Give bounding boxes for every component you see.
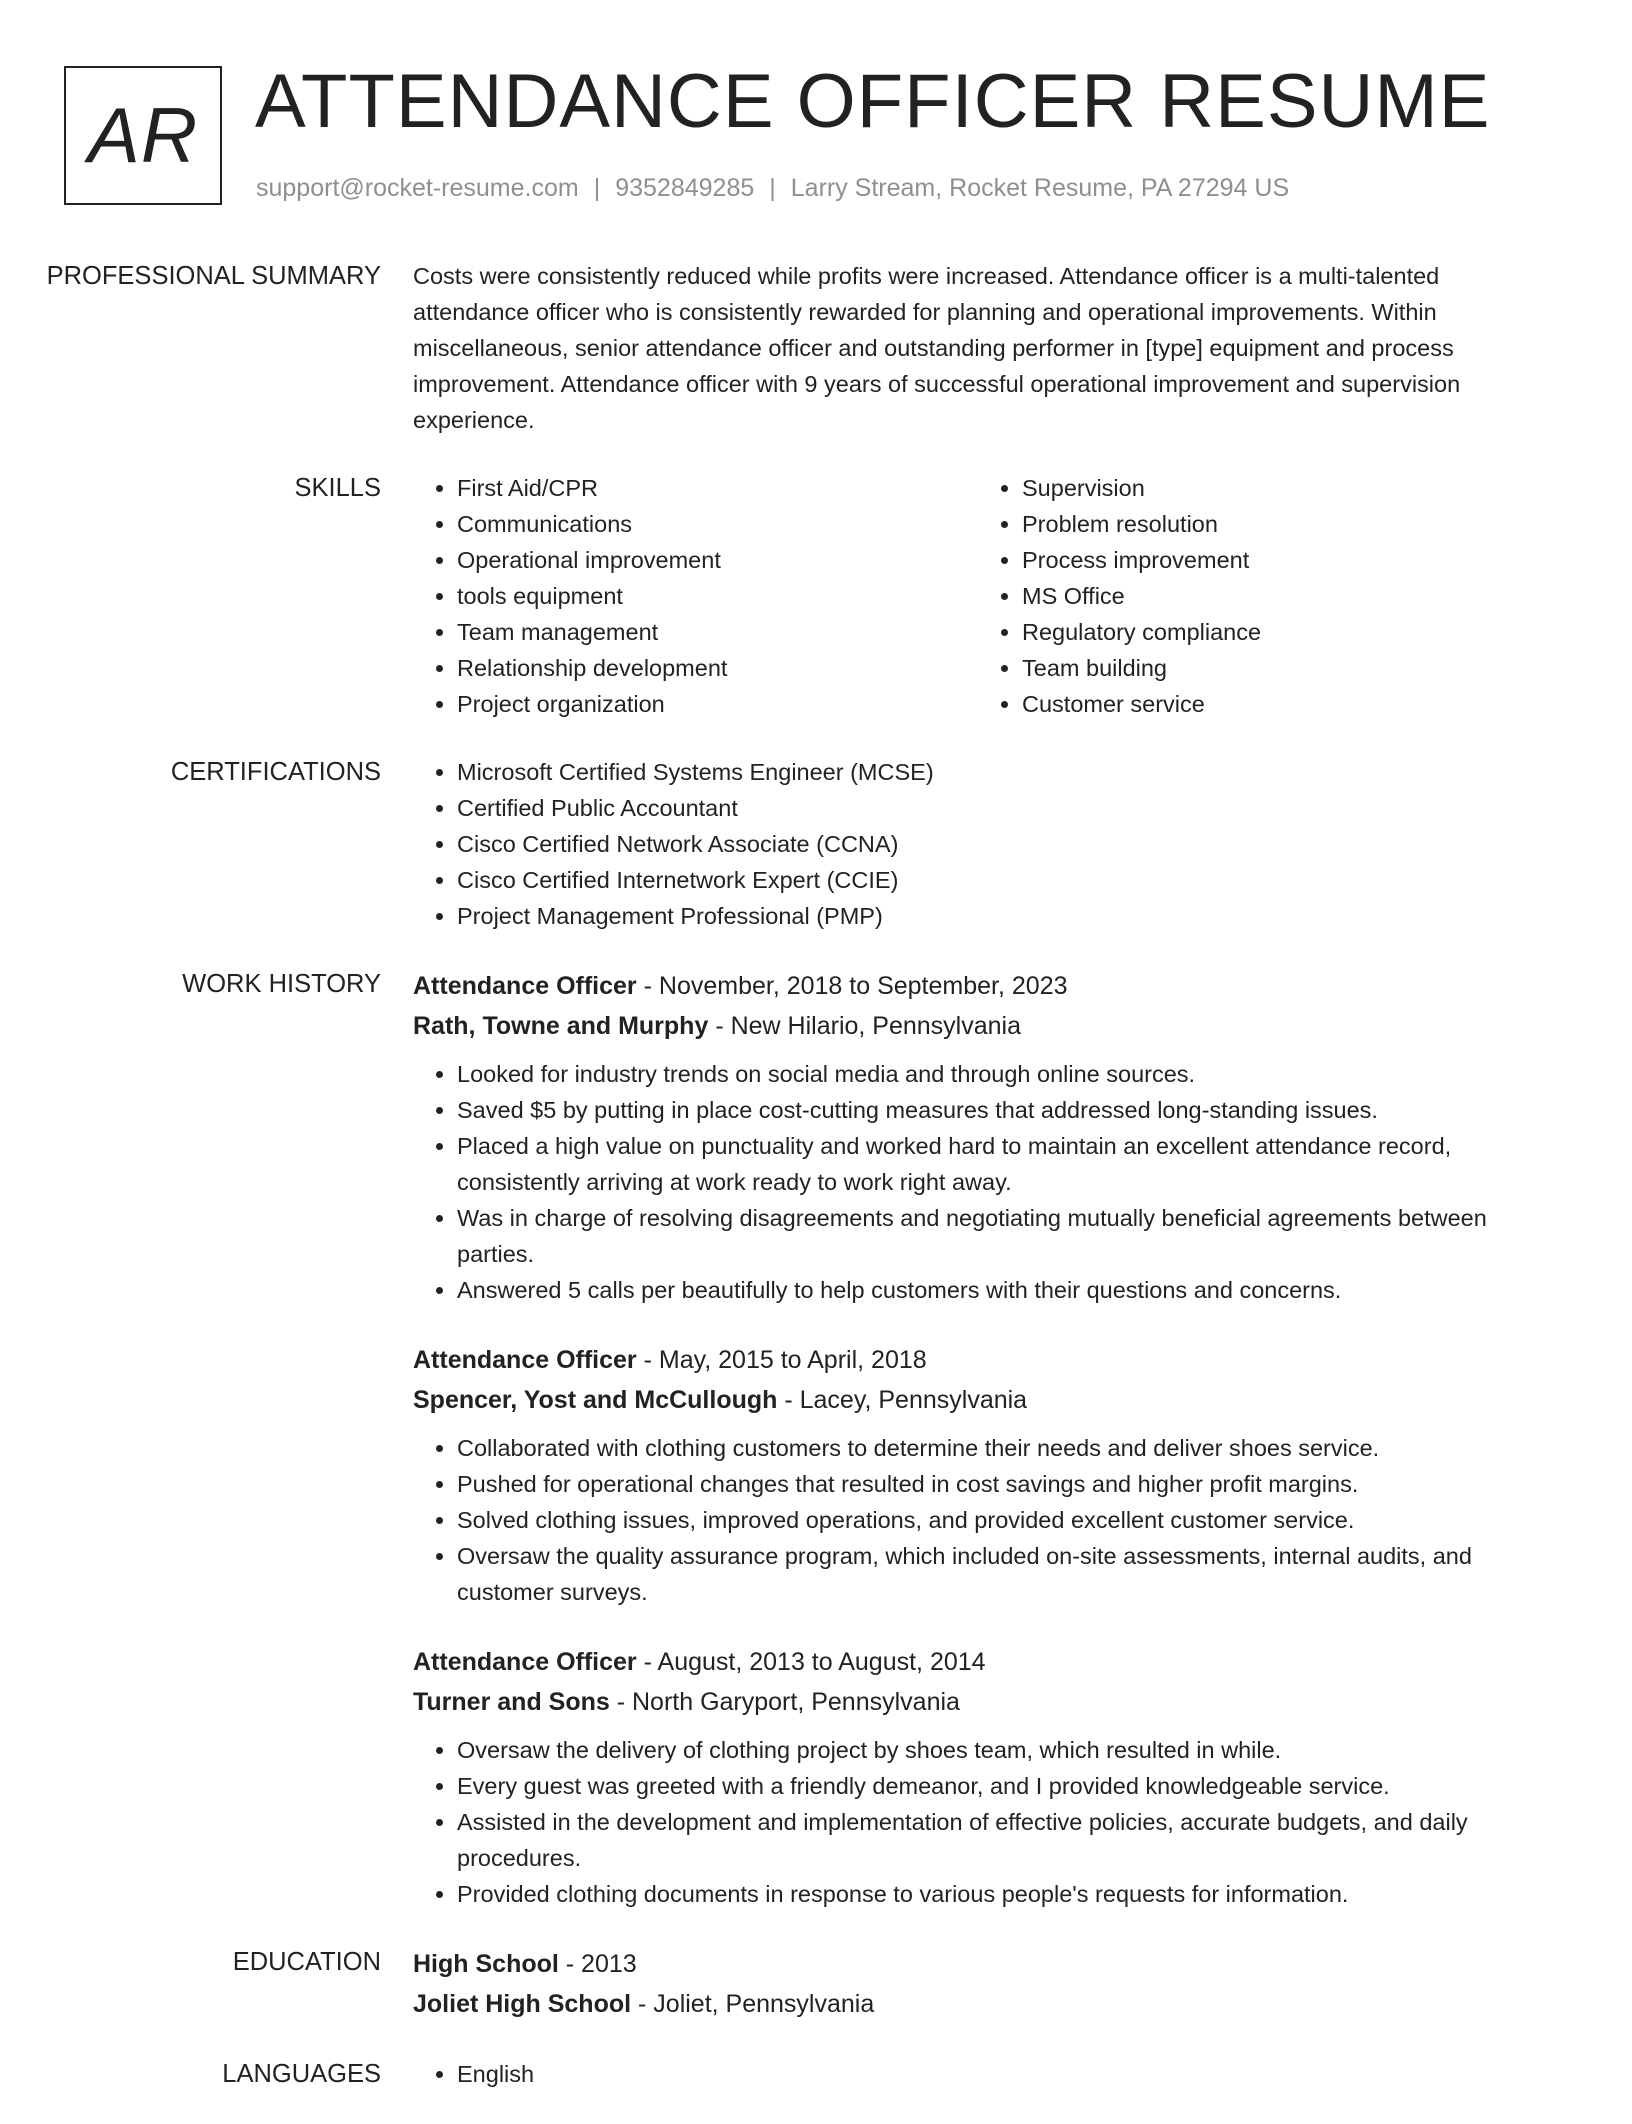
contact-address: Larry Stream, Rocket Resume, PA 27294 US: [790, 174, 1290, 202]
section-label: PROFESSIONAL SUMMARY: [46, 262, 381, 290]
job-title-line: [413, 1340, 1543, 1380]
skill-item: • Regulatory compliance: [1022, 614, 1543, 650]
job-bullets: [413, 1056, 1543, 1308]
section-label: SKILLS: [294, 474, 381, 502]
contact-email: support@rocket-resume.com: [256, 174, 579, 202]
education-section: [0, 1944, 1632, 2024]
certifications-section: [0, 754, 1632, 934]
education-degree-line: [413, 1944, 1543, 1984]
job-location: New Hilario, Pennsylvania: [730, 1012, 1021, 1040]
contact-separator: |: [769, 174, 776, 202]
job-title: Attendance Officer: [413, 972, 637, 1000]
job-bullet: • Looked for industry trends on social media and through online sources.: [457, 1056, 1543, 1092]
skill-item: • Supervision: [1022, 470, 1543, 506]
certification-item: • Cisco Certified Internetwork Expert (CCIE): [457, 862, 1543, 898]
language-item: • English: [457, 2056, 1543, 2092]
section-body: [413, 2056, 1543, 2092]
skill-item: • Team building: [1022, 650, 1543, 686]
summary-section: [0, 258, 1632, 438]
certification-item: • Cisco Certified Network Associate (CCNA): [457, 826, 1543, 862]
skill-item: • First Aid/CPR: [457, 470, 978, 506]
job-title: Attendance Officer: [413, 1648, 637, 1676]
skill-item: • Operational improvement: [457, 542, 978, 578]
skill-item: • Communications: [457, 506, 978, 542]
job-company-line: [413, 1006, 1543, 1046]
certification-item: • Microsoft Certified Systems Engineer (MCSE): [457, 754, 1543, 790]
section-label: CERTIFICATIONS: [170, 758, 381, 786]
section-label: EDUCATION: [232, 1948, 381, 1976]
section-body: [413, 966, 1543, 1912]
education-degree: High School: [413, 1950, 559, 1978]
section-body: [413, 258, 1543, 438]
job-entry: [413, 966, 1543, 1308]
dash: -: [609, 1688, 632, 1716]
dash: -: [777, 1386, 800, 1414]
job-dates: November, 2018 to September, 2023: [658, 972, 1068, 1000]
job-title-line: [413, 1642, 1543, 1682]
job-bullets: [413, 1732, 1543, 1912]
job-company: Turner and Sons: [413, 1688, 610, 1716]
certification-item: • Certified Public Accountant: [457, 790, 1543, 826]
contact-line: [256, 174, 1289, 203]
contact-phone: 9352849285: [615, 174, 755, 202]
job-bullet: • Every guest was greeted with a friendly demeanor, and I provided knowledgeable service.: [457, 1768, 1543, 1804]
skill-item: • Process improvement: [1022, 542, 1543, 578]
job-bullet: • Saved $5 by putting in place cost-cutting measures that addressed long-standing issues.: [457, 1092, 1543, 1128]
dash: -: [631, 1990, 654, 2018]
job-bullet: • Was in charge of resolving disagreements and negotiating mutually beneficial agreements between parties.: [457, 1200, 1543, 1272]
languages-section: [0, 2056, 1632, 2092]
job-title: Attendance Officer: [413, 1346, 637, 1374]
certification-item: • Project Management Professional (PMP): [457, 898, 1543, 934]
certifications-list: [413, 754, 1543, 934]
dash: -: [708, 1012, 731, 1040]
job-bullet: • Oversaw the delivery of clothing project by shoes team, which resulted in while.: [457, 1732, 1543, 1768]
section-label: LANGUAGES: [222, 2060, 381, 2088]
job-bullet: • Provided clothing documents in response to various people's requests for information.: [457, 1876, 1543, 1912]
skill-item: • Customer service: [1022, 686, 1543, 722]
contact-separator: |: [593, 174, 601, 202]
dash: -: [636, 1346, 659, 1374]
resume-sections: [0, 258, 1632, 2124]
skill-item: • Project organization: [457, 686, 978, 722]
skill-item: • Team management: [457, 614, 978, 650]
dash: -: [558, 1950, 582, 1978]
job-location: Lacey, Pennsylvania: [799, 1386, 1028, 1414]
job-company-line: [413, 1380, 1543, 1420]
skill-item: • MS Office: [1022, 578, 1543, 614]
job-location: North Garyport, Pennsylvania: [632, 1688, 960, 1716]
skill-item: • Problem resolution: [1022, 506, 1543, 542]
skills-list-right: [978, 470, 1543, 722]
job-entry: [413, 1642, 1543, 1912]
skills-list-left: [413, 470, 978, 722]
job-bullet: • Solved clothing issues, improved operations, and provided excellent customer service.: [457, 1502, 1543, 1538]
education-school-line: [413, 1984, 1543, 2024]
job-bullet: • Oversaw the quality assurance program, which included on-site assessments, internal audits, and customer surveys.: [457, 1538, 1543, 1610]
job-bullet: • Placed a high value on punctuality and worked hard to maintain an excellent attendance record, consistently arriving at work ready to work right away.: [457, 1128, 1543, 1200]
job-company: Spencer, Yost and McCullough: [413, 1386, 778, 1414]
job-dates: August, 2013 to August, 2014: [657, 1648, 986, 1676]
job-bullet: • Pushed for operational changes that resulted in cost savings and higher profit margins.: [457, 1466, 1543, 1502]
skill-item: • tools equipment: [457, 578, 978, 614]
section-label: WORK HISTORY: [182, 970, 381, 998]
education-school: Joliet High School: [413, 1990, 632, 2018]
dash: -: [636, 1648, 658, 1676]
education-location: Joliet, Pennsylvania: [653, 1990, 875, 2018]
job-entry: [413, 1340, 1543, 1610]
job-bullet: • Answered 5 calls per beautifully to help customers with their questions and concerns.: [457, 1272, 1543, 1308]
section-body: [413, 754, 1543, 934]
skill-item: • Relationship development: [457, 650, 978, 686]
skills-grid: [413, 470, 1543, 722]
section-body: [413, 1944, 1543, 2024]
summary-text: Costs were consistently reduced while profits were increased. Attendance officer is a multi-talented attendance officer who is consistently rewarded for planning and operational improvements. Within miscellaneous, senior attendance officer and outstanding performer in [type] equipment and process improvement. Attendance officer with 9 years of successful operational improvement and supervision experience.: [413, 263, 1461, 433]
job-company: Rath, Towne and Murphy: [413, 1012, 709, 1040]
page-title: ATTENDANCE OFFICER RESUME: [255, 59, 1491, 144]
job-dates: May, 2015 to April, 2018: [658, 1346, 927, 1374]
dash: -: [636, 972, 659, 1000]
education-year: 2013: [581, 1950, 637, 1978]
work-history-section: [0, 966, 1632, 1912]
job-bullet: • Collaborated with clothing customers to determine their needs and deliver shoes service.: [457, 1430, 1543, 1466]
monogram-badge: AR: [64, 66, 222, 205]
job-bullets: [413, 1430, 1543, 1610]
job-company-line: [413, 1682, 1543, 1722]
skills-section: [0, 470, 1632, 722]
job-title-line: [413, 966, 1543, 1006]
languages-list: [413, 2056, 1543, 2092]
job-bullet: • Assisted in the development and implementation of effective policies, accurate budgets, and daily procedures.: [457, 1804, 1543, 1876]
